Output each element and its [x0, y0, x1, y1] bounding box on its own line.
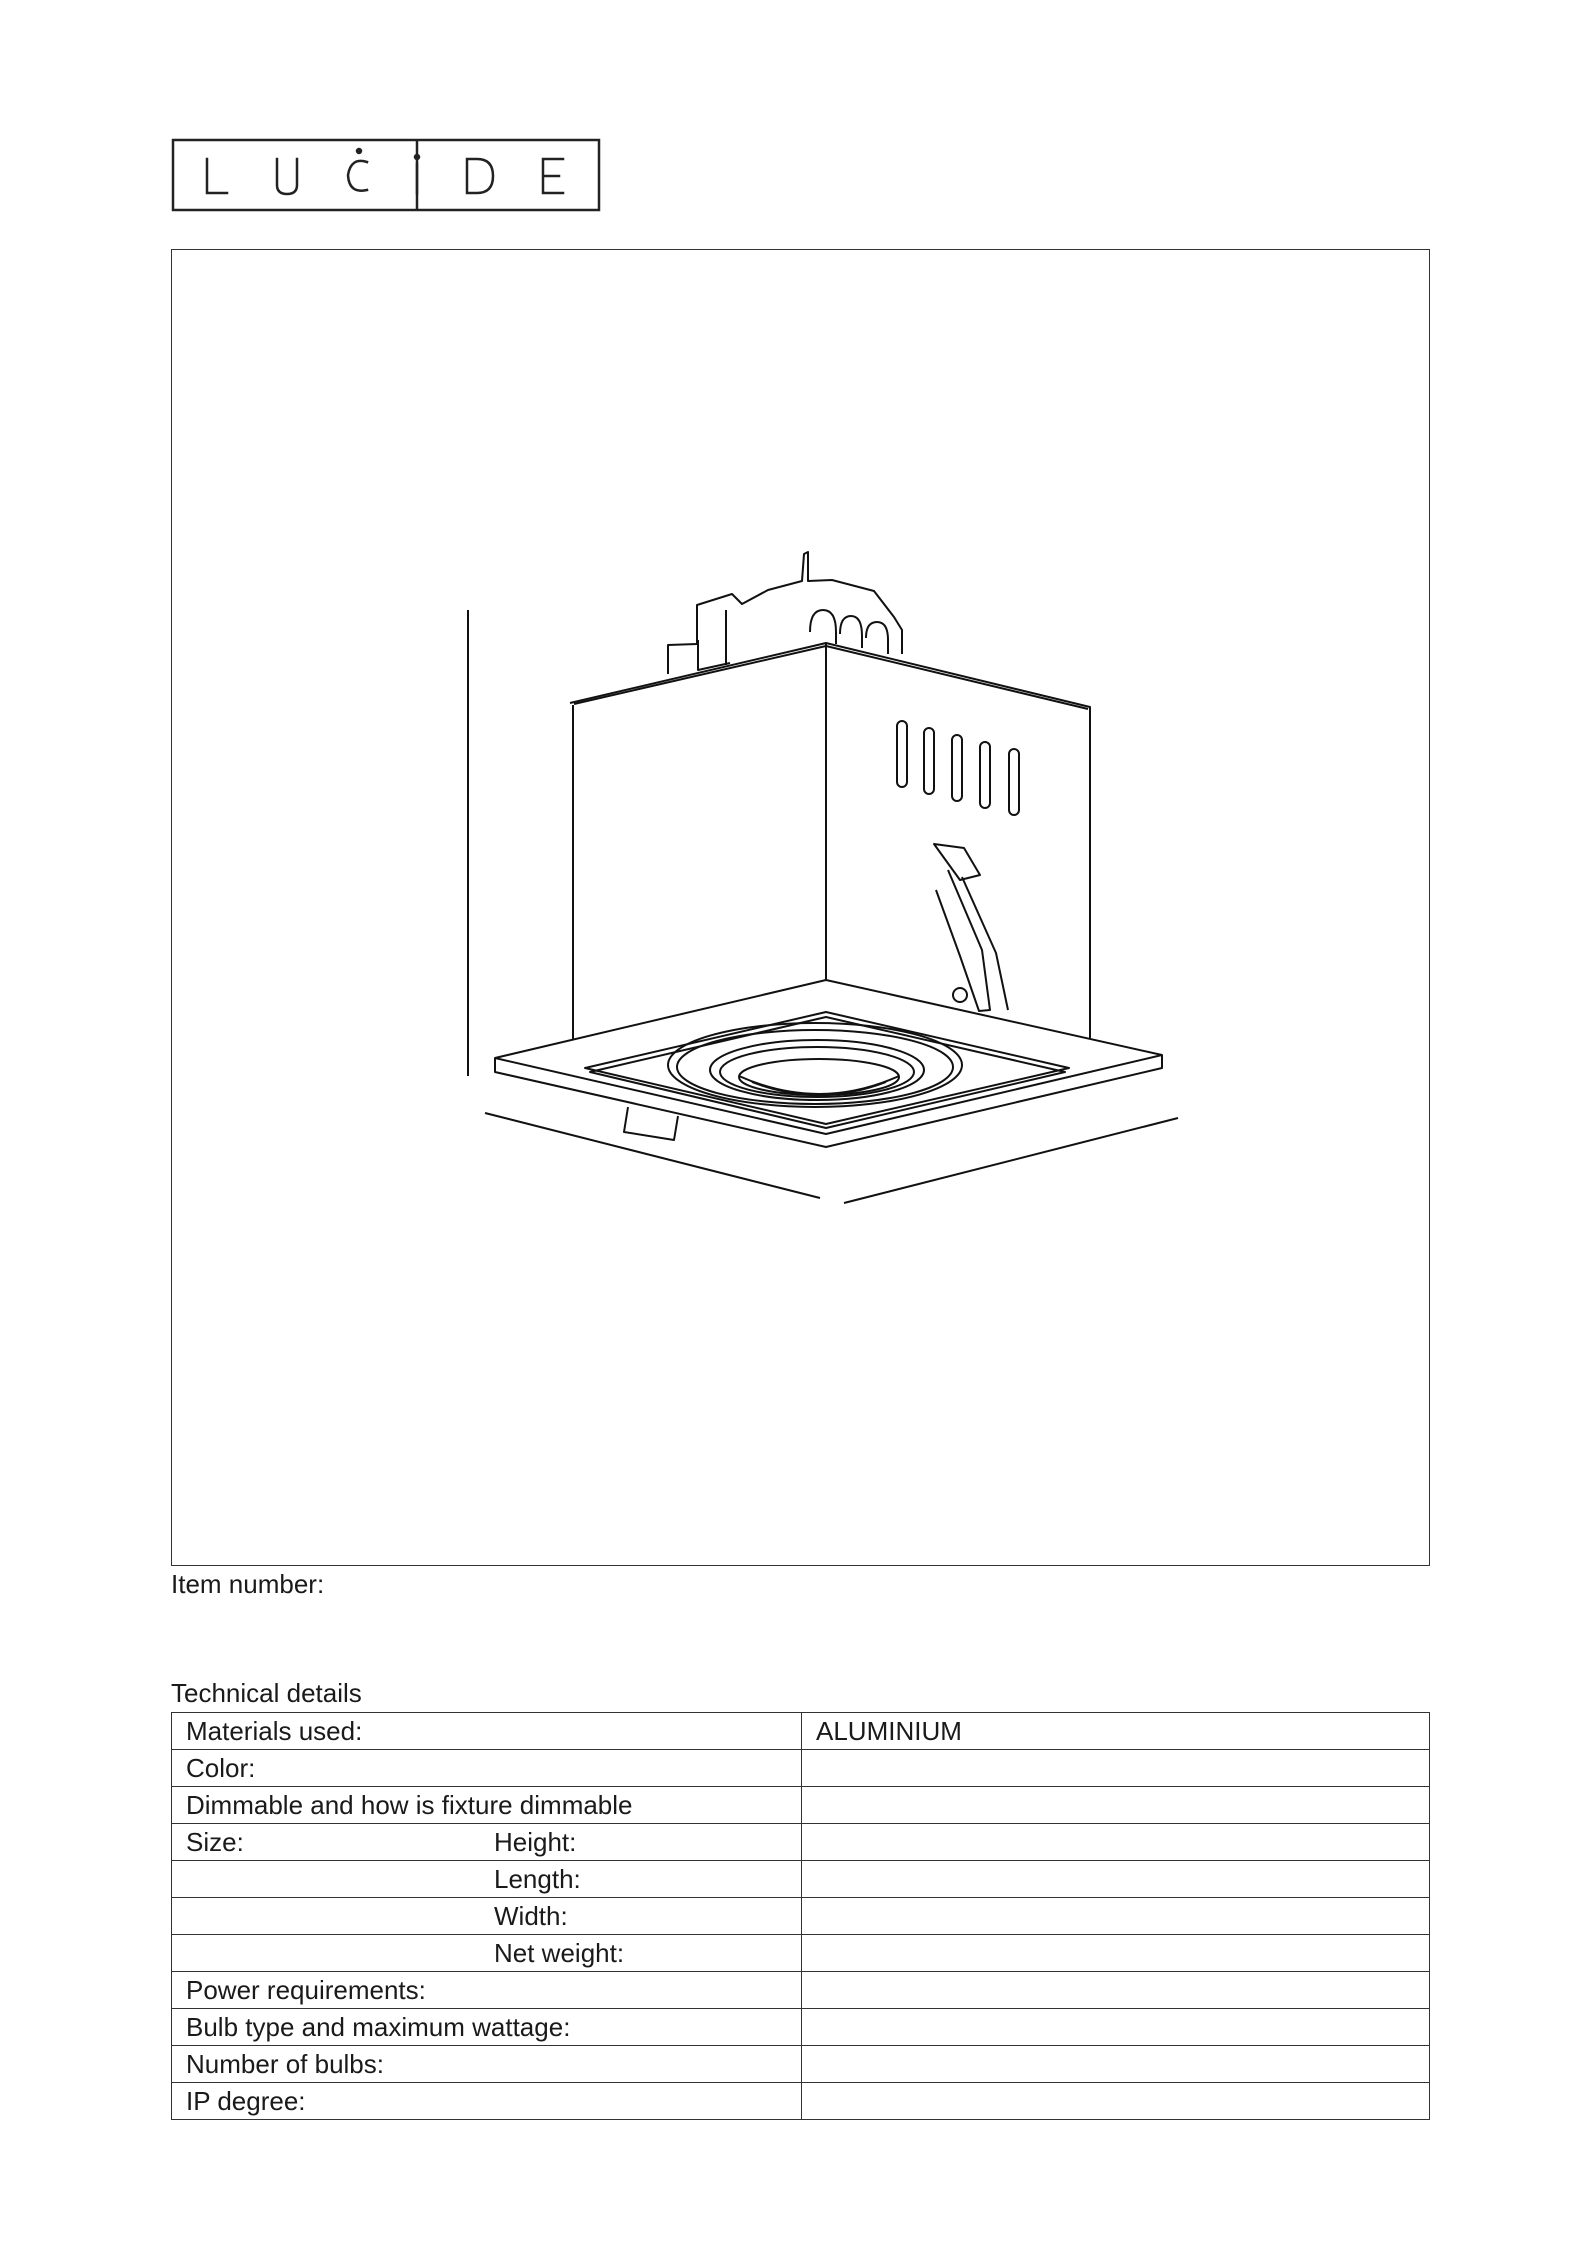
- table-row: [172, 1750, 1430, 1787]
- spec-label-cell: [172, 1935, 802, 1972]
- spec-value: [802, 1935, 1430, 1972]
- spec-value: [802, 1861, 1430, 1898]
- spec-label-cell: [172, 1972, 802, 2009]
- spec-label-cell: [172, 1861, 802, 1898]
- spec-label-cell: [172, 1713, 802, 1750]
- spec-sublabel: Net weight:: [494, 1937, 625, 1968]
- spec-label: Dimmable and how is fixture dimmable: [186, 1789, 633, 1820]
- table-row: [172, 2083, 1430, 2120]
- spec-label: Power requirements:: [186, 1974, 426, 2005]
- table-row: [172, 1898, 1430, 1935]
- spec-value: [802, 2083, 1430, 2120]
- spec-label-cell: [172, 1750, 802, 1787]
- spec-value: ALUMINIUM: [802, 1713, 1430, 1750]
- spec-label: IP degree:: [186, 2085, 306, 2116]
- spec-value: [802, 1824, 1430, 1861]
- spec-label: Size:: [186, 1826, 244, 1857]
- spec-sublabel: Height:: [494, 1826, 577, 1857]
- product-drawing-frame: [171, 249, 1430, 1566]
- spec-label: Materials used:: [186, 1715, 363, 1746]
- spec-sublabel: Width:: [494, 1900, 568, 1931]
- table-row: [172, 1972, 1430, 2009]
- technical-details-table: [171, 1712, 1430, 2120]
- spec-label-cell: [172, 2083, 802, 2120]
- technical-details-title: Technical details: [171, 1678, 362, 1708]
- spec-value: [802, 2009, 1430, 2046]
- table-row: [172, 1861, 1430, 1898]
- table-row: [172, 2046, 1430, 2083]
- spec-label-cell: [172, 1787, 802, 1824]
- table-row: [172, 1824, 1430, 1861]
- spec-value: [802, 1750, 1430, 1787]
- product-drawing: [172, 250, 1431, 1567]
- table-row: [172, 1935, 1430, 1972]
- spec-value: [802, 1787, 1430, 1824]
- dimension-line-left: [485, 1113, 820, 1198]
- spec-label: Number of bulbs:: [186, 2048, 384, 2079]
- spec-sublabel: Length:: [494, 1863, 581, 1894]
- spec-label: Color:: [186, 1752, 256, 1783]
- spec-value: [802, 1898, 1430, 1935]
- spec-value: [802, 1972, 1430, 2009]
- table-row: [172, 1713, 1430, 1750]
- spec-label-cell: [172, 1898, 802, 1935]
- spec-label: Bulb type and maximum wattage:: [186, 2011, 571, 2042]
- spec-label-cell: [172, 2009, 802, 2046]
- table-row: [172, 2009, 1430, 2046]
- item-number-label: Item number:: [171, 1569, 325, 1599]
- spec-value: [802, 2046, 1430, 2083]
- spec-label-cell: [172, 1824, 802, 1861]
- spec-label-cell: [172, 2046, 802, 2083]
- table-row: [172, 1787, 1430, 1824]
- lucide-logo: [171, 137, 601, 213]
